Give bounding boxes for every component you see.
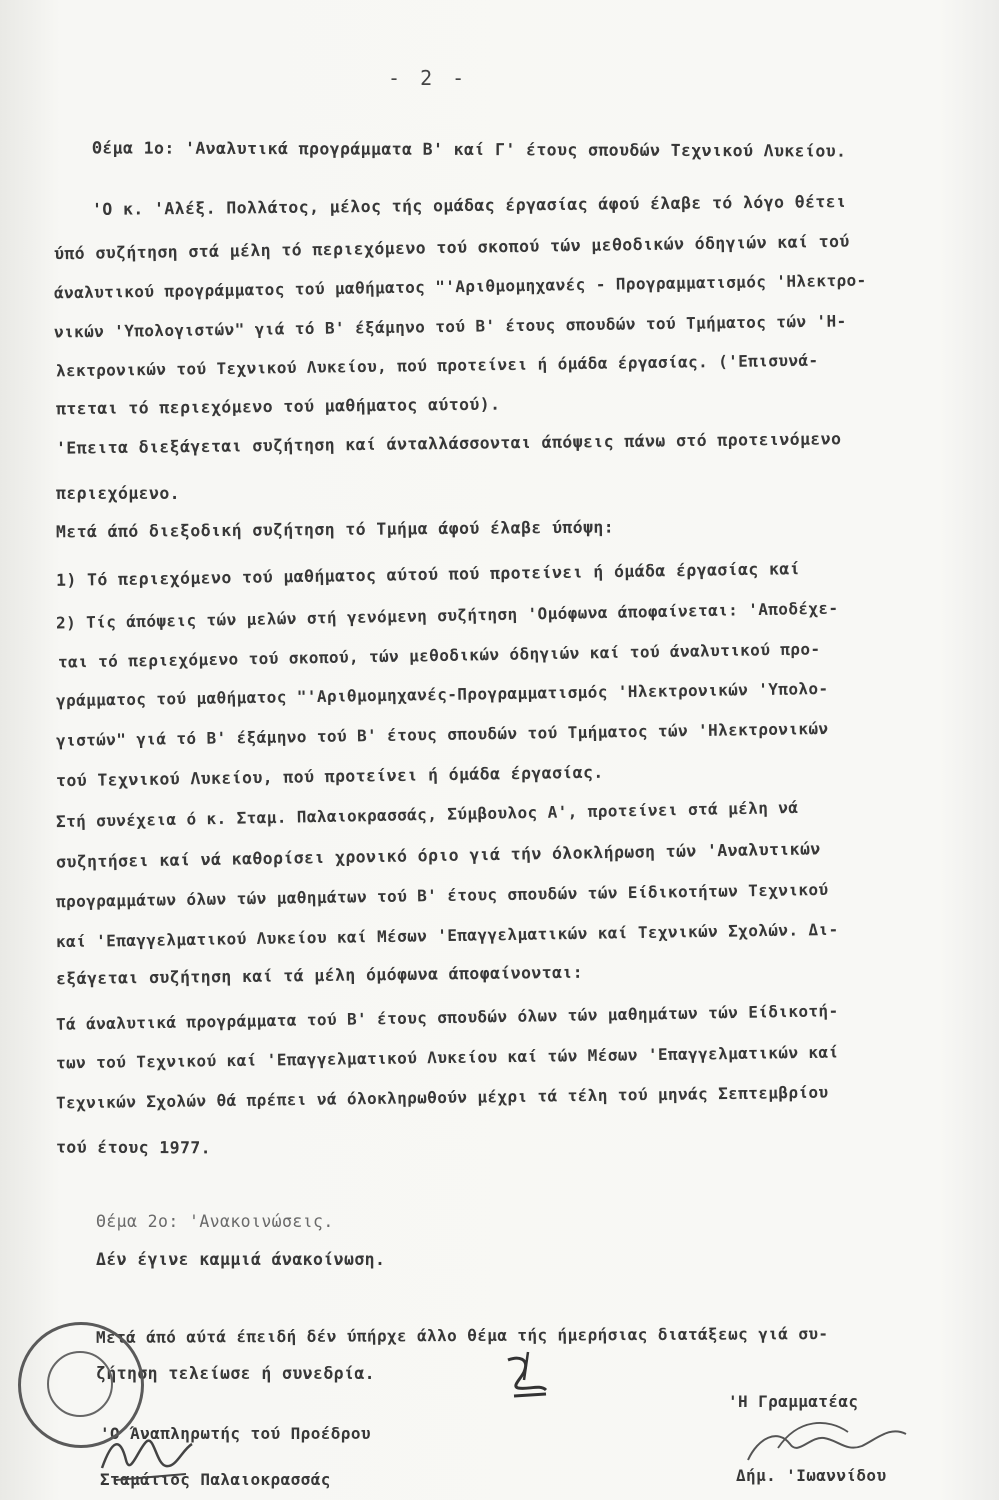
text-line: προγραμμάτων όλων τών μαθημάτων τού Β' έτους σπουδών τών Είδικοτήτων Τεχνικού	[55, 879, 829, 912]
text-line: τού Τεχνικού Λυκείου, πού προτείνει ή όμάδα έργασίας.	[55, 762, 604, 791]
handwritten-initials	[500, 1350, 560, 1410]
text-line: συζητήσει καί νά καθορίσει χρονικό όριο γιά τήν όλοκλήρωση τών 'Αναλυτικών	[55, 839, 821, 872]
text-line: 'Ο κ. 'Αλέξ. Πολλάτος, μέλος τής ομάδας έργασίας άφού έλαβε τό λόγο θέτει	[91, 192, 847, 219]
text-line: νικών 'Υπολογιστών" γιά τό Β' έξάμηνο τού Β' έτους σπουδών τού Τμήματος τών 'Η-	[53, 311, 847, 342]
list-item: 2) Τίς άπόψεις τών μελών στή γενόμενη συζήτηση 'Ομόφωνα άποφαίνεται: 'Αποδέχε-	[55, 598, 839, 633]
text-line: ύπό συζήτηση στά μέλη τό περιεχόμενο τού σκοπού τών μεθοδικών όδηγιών καί τού	[53, 231, 850, 264]
text-line: γιστών" γιά τό Β' έξάμηνο τού Β' έτους σπουδών τού Τμήματος τών 'Ηλεκτρονικών	[55, 718, 829, 751]
text-line: Δέν έγινε καμμιά άνακοίνωση.	[96, 1250, 386, 1269]
text-line: πτεται τό περιεχόμενο τού μαθήματος αύτού).	[55, 394, 501, 419]
text-line: Τά άναλυτικά προγράμματα τού Β' έτους σπουδών όλων τών μαθημάτων τών Είδικοτή-	[55, 1001, 839, 1034]
text-line: γράμματος τού μαθήματος "'Αριθμομηχανές-Προγραμματισμός 'Ηλεκτρονικών 'Υπολο-	[55, 678, 829, 711]
closing-line: Μετά άπό αύτά έπειδή δέν ύπήρχε άλλο θέμα τής ήμερήσιας διατάξεως γιά συ-	[95, 1324, 829, 1347]
text-line: καί 'Επαγγελματικού Λυκείου καί Μέσων 'Επαγγελματικών καί Τεχνικών Σχολών. Δι-	[55, 919, 839, 952]
text-line: λεκτρονικών τού Τεχνικού Λυκείου, πού προτείνει ή όμάδα έργασίας. ('Επισυνά-	[55, 350, 819, 381]
signature-right	[738, 1408, 918, 1478]
text-line: εξάγεται συζήτηση καί τά μέλη όμόφωνα άποφαίνονται:	[55, 962, 584, 989]
page-number: - 2 -	[388, 66, 469, 90]
text-line: ται τό περιεχόμενο τού σκοπού, τών μεθοδικών όδηγιών καί τού άναλυτικού προ-	[57, 639, 821, 672]
text-line: 'Επειτα διεξάγεται συζήτηση καί άνταλλάσσονται άπόψεις πάνω στό προτεινόμενο	[55, 429, 842, 458]
text-line: άναλυτικού προγράμματος τού μαθήματος "'Αριθμομηχανές - Προγραμματισμός 'Ηλεκτρο-	[53, 270, 867, 303]
signatory-name-right: Δήμ. 'Ιωαννίδου	[736, 1466, 887, 1485]
signatory-title-right: 'Η Γραμματέας	[728, 1392, 859, 1411]
text-line: Μετά άπό διεξοδική συζήτηση τό Τμήμα άφού έλαβε ύπόψη:	[55, 517, 615, 542]
list-item: 1) Τό περιεχόμενο τού μαθήματος αύτού πού προτείνει ή όμάδα έργασίας καί	[55, 559, 801, 590]
signatory-title-left: 'Ο Άναπληρωτής τού Προέδρου	[100, 1424, 371, 1443]
topic-2-heading: Θέμα 2ο: 'Ανακοινώσεις.	[96, 1212, 334, 1231]
signature-left	[96, 1420, 206, 1490]
signatory-name-left: Σταμάτιος Παλαιοκρασσάς	[100, 1470, 331, 1489]
text-line: των τού Τεχνικού καί 'Επαγγελματικού Λυκείου καί τών Μέσων 'Επαγγελματικών καί	[55, 1042, 839, 1073]
text-line: τού έτους 1977.	[55, 1137, 212, 1158]
topic-1-heading: Θέμα 1ο: 'Αναλυτικά προγράμματα Β' καί Γ' έτους σπουδών Τεχνικού Λυκείου.	[91, 138, 847, 161]
closing-line: ζήτηση τελείωσε ή συνεδρία.	[96, 1364, 376, 1383]
text-line: Στή συνέχεια ό κ. Σταμ. Παλαιοκρασσάς, Σύμβουλος Α', προτείνει στά μέλη νά	[55, 797, 799, 832]
text-line: περιεχόμενο.	[56, 484, 181, 503]
text-line: Τεχνικών Σχολών θά πρέπει νά όλοκληρωθούν μέχρι τά τέλη τού μηνάς Σεπτεμβρίου	[55, 1082, 829, 1113]
